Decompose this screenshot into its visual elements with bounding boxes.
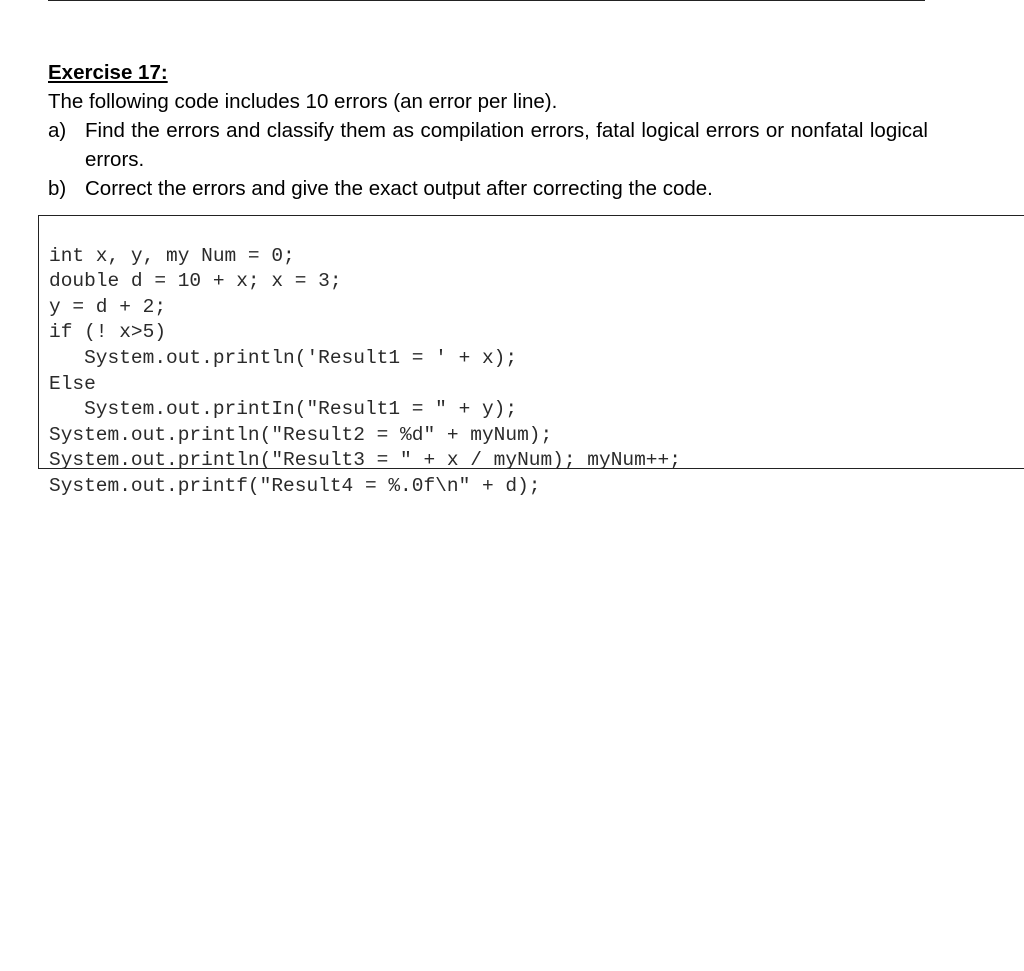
- code-line: int x, y, my Num = 0;: [49, 244, 295, 267]
- code-line: if (! x>5): [49, 321, 167, 344]
- code-line: double d = 10 + x; x = 3;: [49, 270, 342, 293]
- top-horizontal-rule: [48, 0, 925, 1]
- task-marker: a): [48, 119, 67, 142]
- exercise-heading: Exercise 17:: [48, 61, 168, 84]
- code-line: System.out.println('Result1 = ' + x);: [49, 346, 518, 369]
- exercise-intro: The following code includes 10 errors (an error per line).: [48, 90, 558, 113]
- task-text: Correct the errors and give the exact output after correcting the code.: [85, 177, 713, 200]
- code-line: System.out.println("Result2 = %d" + myNum);: [49, 423, 553, 446]
- code-line: System.out.printIn("Result1 = " + y);: [49, 398, 518, 421]
- code-line: System.out.printf("Result4 = %.0f\n" + d);: [49, 474, 541, 497]
- code-line: System.out.println("Result3 = " + x / myNum); myNum++;: [49, 449, 681, 472]
- task-marker: b): [48, 177, 67, 200]
- task-item-b: [48, 174, 928, 203]
- task-list: [48, 116, 928, 203]
- task-item-a: [48, 116, 928, 174]
- code-line: Else: [49, 372, 96, 395]
- exercise-section: [48, 58, 928, 203]
- code-listing: [38, 215, 1024, 497]
- code-line: y = d + 2;: [49, 295, 167, 318]
- task-text: Find the errors and classify them as compilation errors, fatal logical errors or nonfatal logical errors.: [85, 119, 928, 171]
